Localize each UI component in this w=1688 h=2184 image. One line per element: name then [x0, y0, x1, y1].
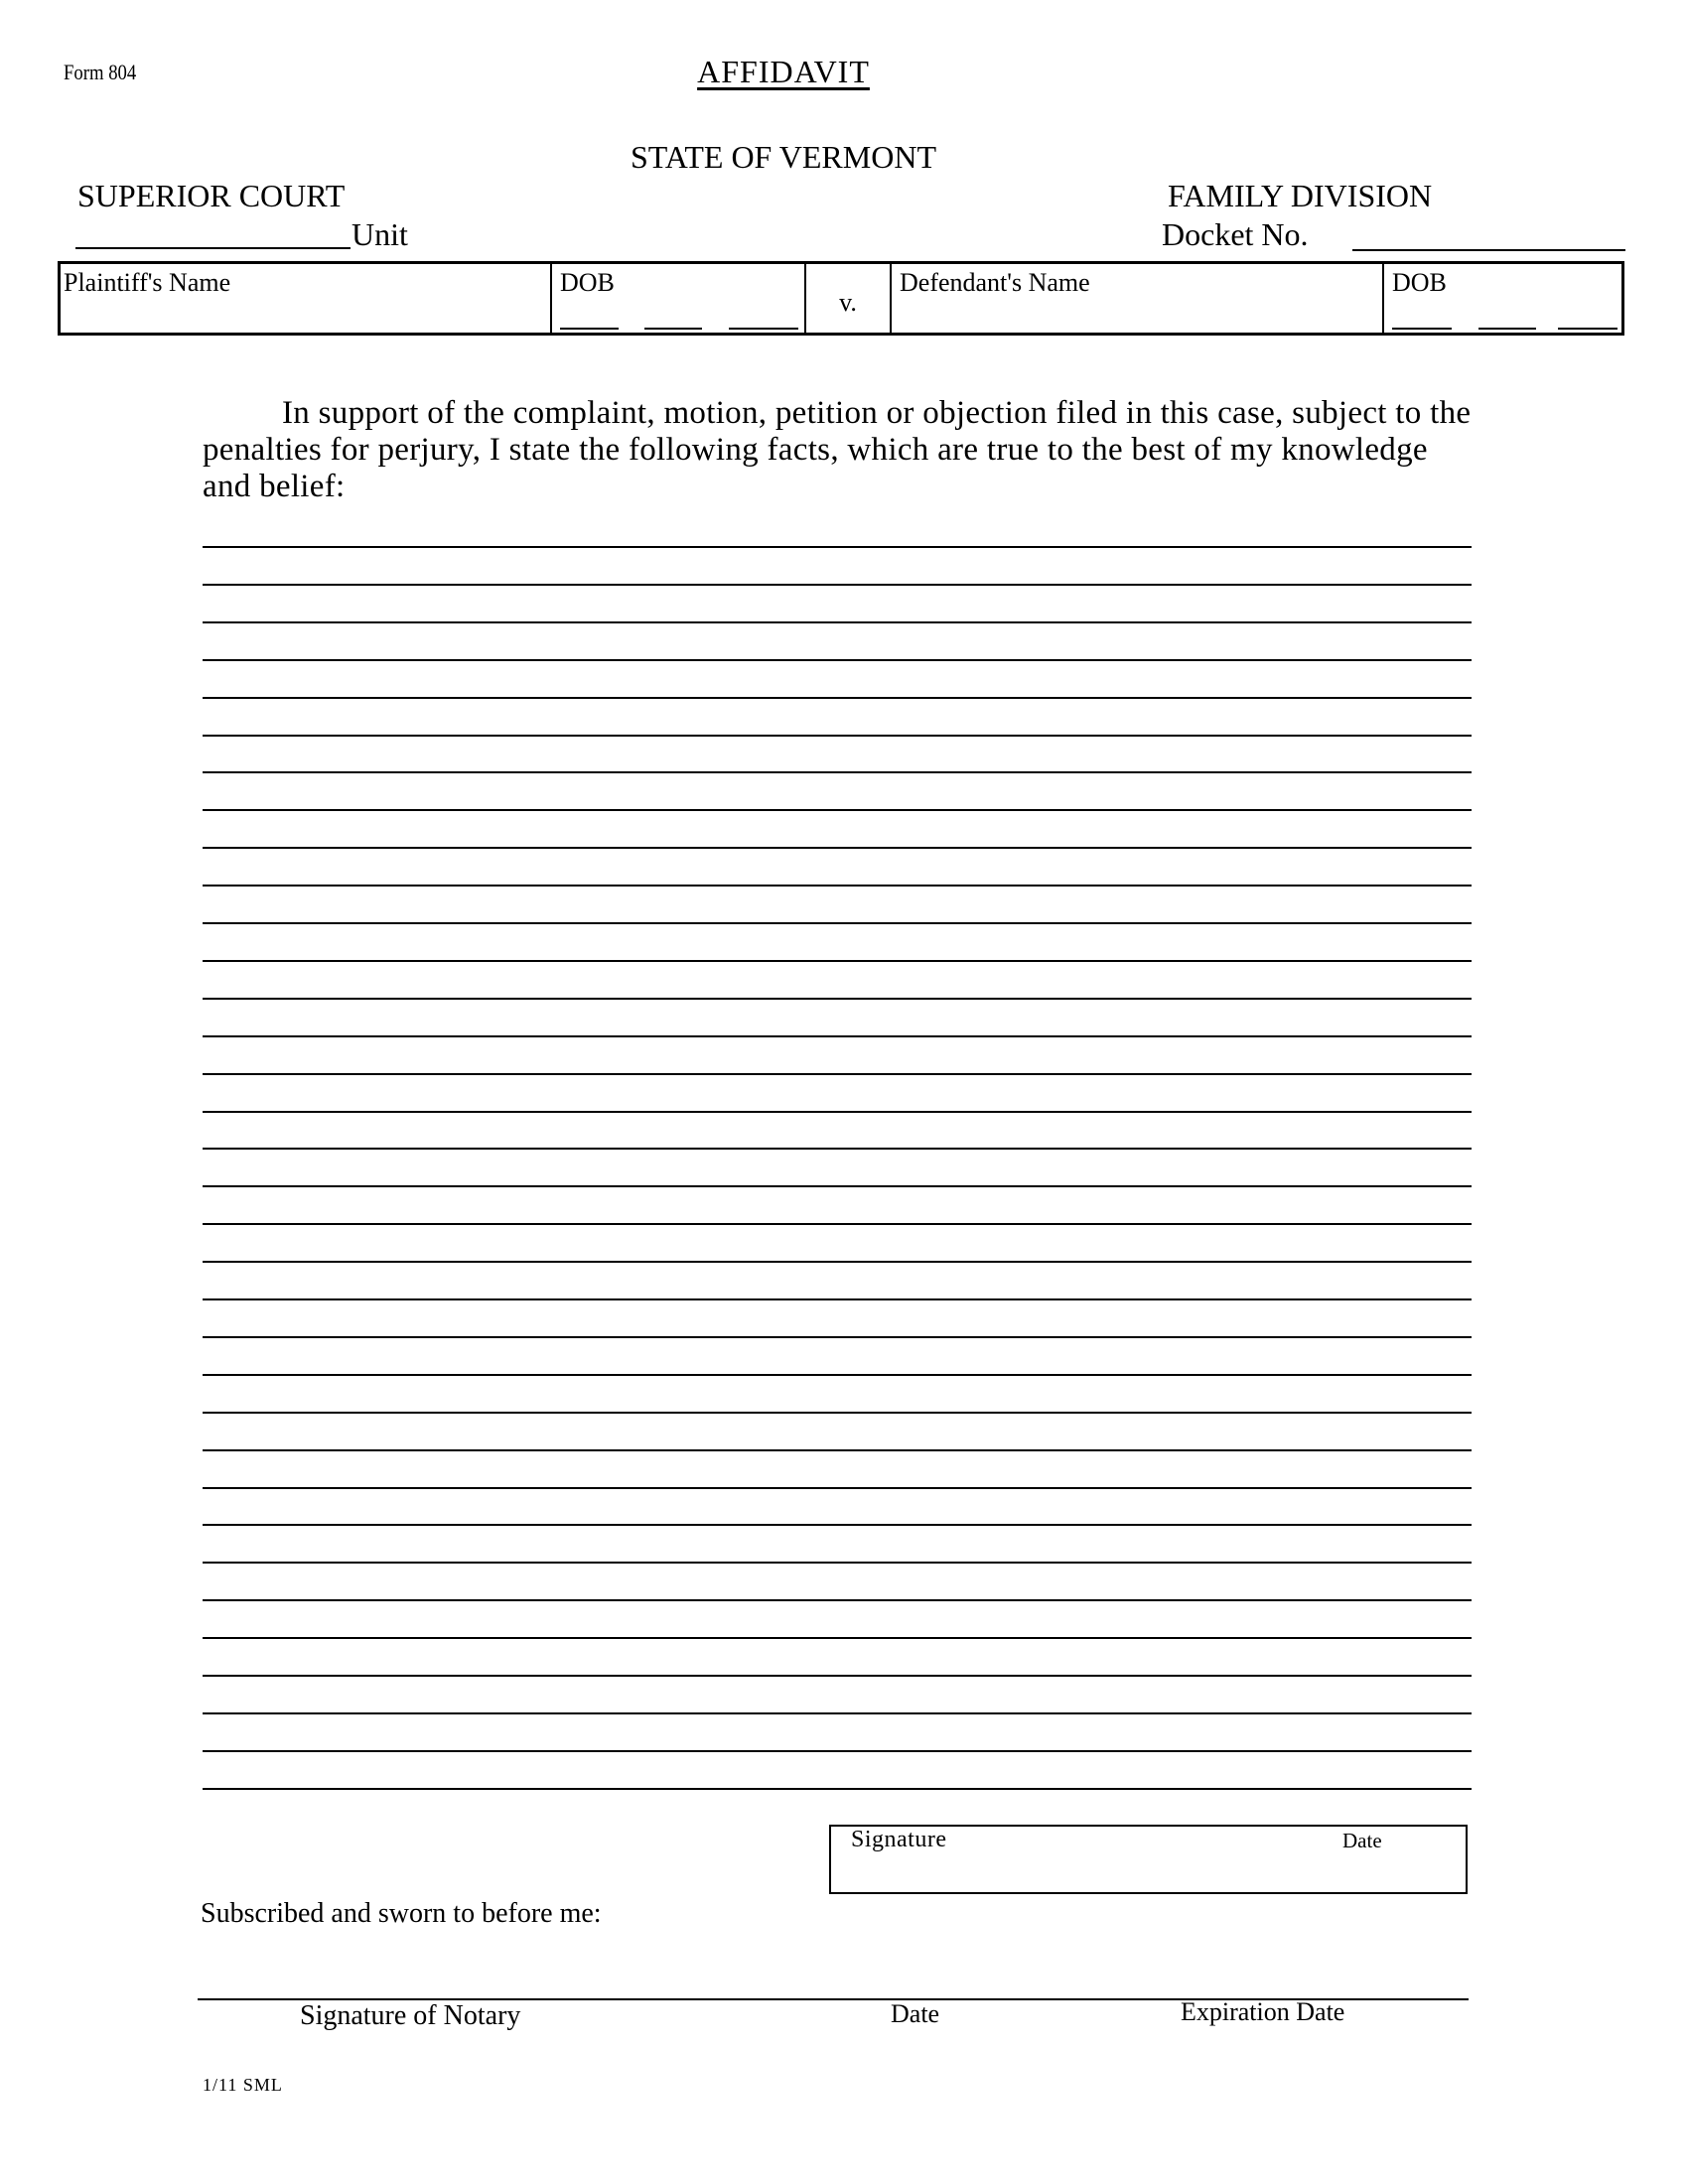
- facts-line[interactable]: [203, 1449, 1472, 1451]
- docket-label: Docket No.: [1162, 216, 1309, 252]
- defendant-dob-month-blank[interactable]: [1392, 328, 1452, 330]
- facts-line[interactable]: [203, 809, 1472, 811]
- defendant-name-field[interactable]: [892, 264, 1384, 333]
- facts-line[interactable]: [203, 659, 1472, 661]
- revision-code: 1/11 SML: [203, 2075, 283, 2095]
- form-number: Form 804: [64, 60, 137, 84]
- sworn-statement: Subscribed and sworn to before me:: [201, 1898, 602, 1929]
- case-caption-table: [58, 261, 1624, 336]
- versus-cell: [806, 264, 892, 333]
- facts-line[interactable]: [203, 960, 1472, 962]
- facts-line[interactable]: [203, 1185, 1472, 1187]
- facts-line[interactable]: [203, 1524, 1472, 1526]
- notary-signature-label: Signature of Notary: [300, 2000, 521, 2031]
- plaintiff-dob-label: DOB: [560, 268, 615, 297]
- docket-number-blank[interactable]: [1352, 249, 1625, 251]
- facts-line[interactable]: [203, 1562, 1472, 1564]
- facts-line[interactable]: [203, 885, 1472, 887]
- court-heading: SUPERIOR COURT: [77, 178, 346, 213]
- facts-line[interactable]: [203, 1599, 1472, 1601]
- plaintiff-dob-day-blank[interactable]: [644, 328, 702, 330]
- signature-date-label: Date: [1342, 1829, 1382, 1852]
- plaintiff-name-label: Plaintiff's Name: [64, 268, 231, 297]
- facts-line[interactable]: [203, 1298, 1472, 1300]
- defendant-dob-field[interactable]: [1384, 264, 1621, 333]
- plaintiff-dob-field[interactable]: [552, 264, 806, 333]
- facts-line[interactable]: [203, 1223, 1472, 1225]
- facts-line[interactable]: [203, 1675, 1472, 1677]
- division-heading: FAMILY DIVISION: [1168, 178, 1433, 213]
- unit-blank[interactable]: [75, 247, 351, 249]
- affidavit-statement-text: In support of the complaint, motion, petition or objection filed in this case, subject to the penalties for perjury, I state the following facts, which are true to the best of my knowledge and belief:: [203, 395, 1472, 504]
- facts-line[interactable]: [203, 1750, 1472, 1752]
- affidavit-statement: [203, 395, 1474, 505]
- facts-line[interactable]: [203, 584, 1472, 586]
- defendant-name-label: Defendant's Name: [900, 268, 1090, 297]
- facts-line[interactable]: [203, 998, 1472, 1000]
- facts-line[interactable]: [203, 697, 1472, 699]
- facts-line[interactable]: [203, 735, 1472, 737]
- defendant-dob-label: DOB: [1392, 268, 1447, 297]
- plaintiff-dob-year-blank[interactable]: [729, 328, 798, 330]
- notary-date-label: Date: [891, 1999, 940, 2028]
- versus-text: v.: [839, 288, 857, 317]
- defendant-dob-year-blank[interactable]: [1558, 328, 1618, 330]
- facts-line[interactable]: [203, 1336, 1472, 1338]
- notary-expiration-label: Expiration Date: [1181, 1997, 1345, 2026]
- facts-line[interactable]: [203, 546, 1472, 548]
- defendant-dob-day-blank[interactable]: [1478, 328, 1536, 330]
- facts-line[interactable]: [203, 1073, 1472, 1075]
- state-heading: STATE OF VERMONT: [631, 139, 936, 175]
- unit-label: Unit: [352, 216, 408, 252]
- facts-line[interactable]: [203, 1412, 1472, 1414]
- facts-line[interactable]: [203, 1712, 1472, 1714]
- facts-line[interactable]: [203, 847, 1472, 849]
- facts-line[interactable]: [203, 1261, 1472, 1263]
- facts-line[interactable]: [203, 1148, 1472, 1150]
- plaintiff-dob-month-blank[interactable]: [560, 328, 619, 330]
- signature-label: Signature: [851, 1827, 947, 1852]
- facts-line[interactable]: [203, 1035, 1472, 1037]
- affiant-signature-box[interactable]: [829, 1825, 1468, 1894]
- facts-line[interactable]: [203, 1111, 1472, 1113]
- facts-line[interactable]: [203, 1788, 1472, 1790]
- facts-line[interactable]: [203, 1374, 1472, 1376]
- plaintiff-name-field[interactable]: [61, 264, 552, 333]
- facts-line[interactable]: [203, 1637, 1472, 1639]
- facts-line[interactable]: [203, 771, 1472, 773]
- facts-line[interactable]: [203, 621, 1472, 623]
- page-title: AFFIDAVIT: [697, 54, 870, 89]
- facts-line[interactable]: [203, 922, 1472, 924]
- facts-line[interactable]: [203, 1487, 1472, 1489]
